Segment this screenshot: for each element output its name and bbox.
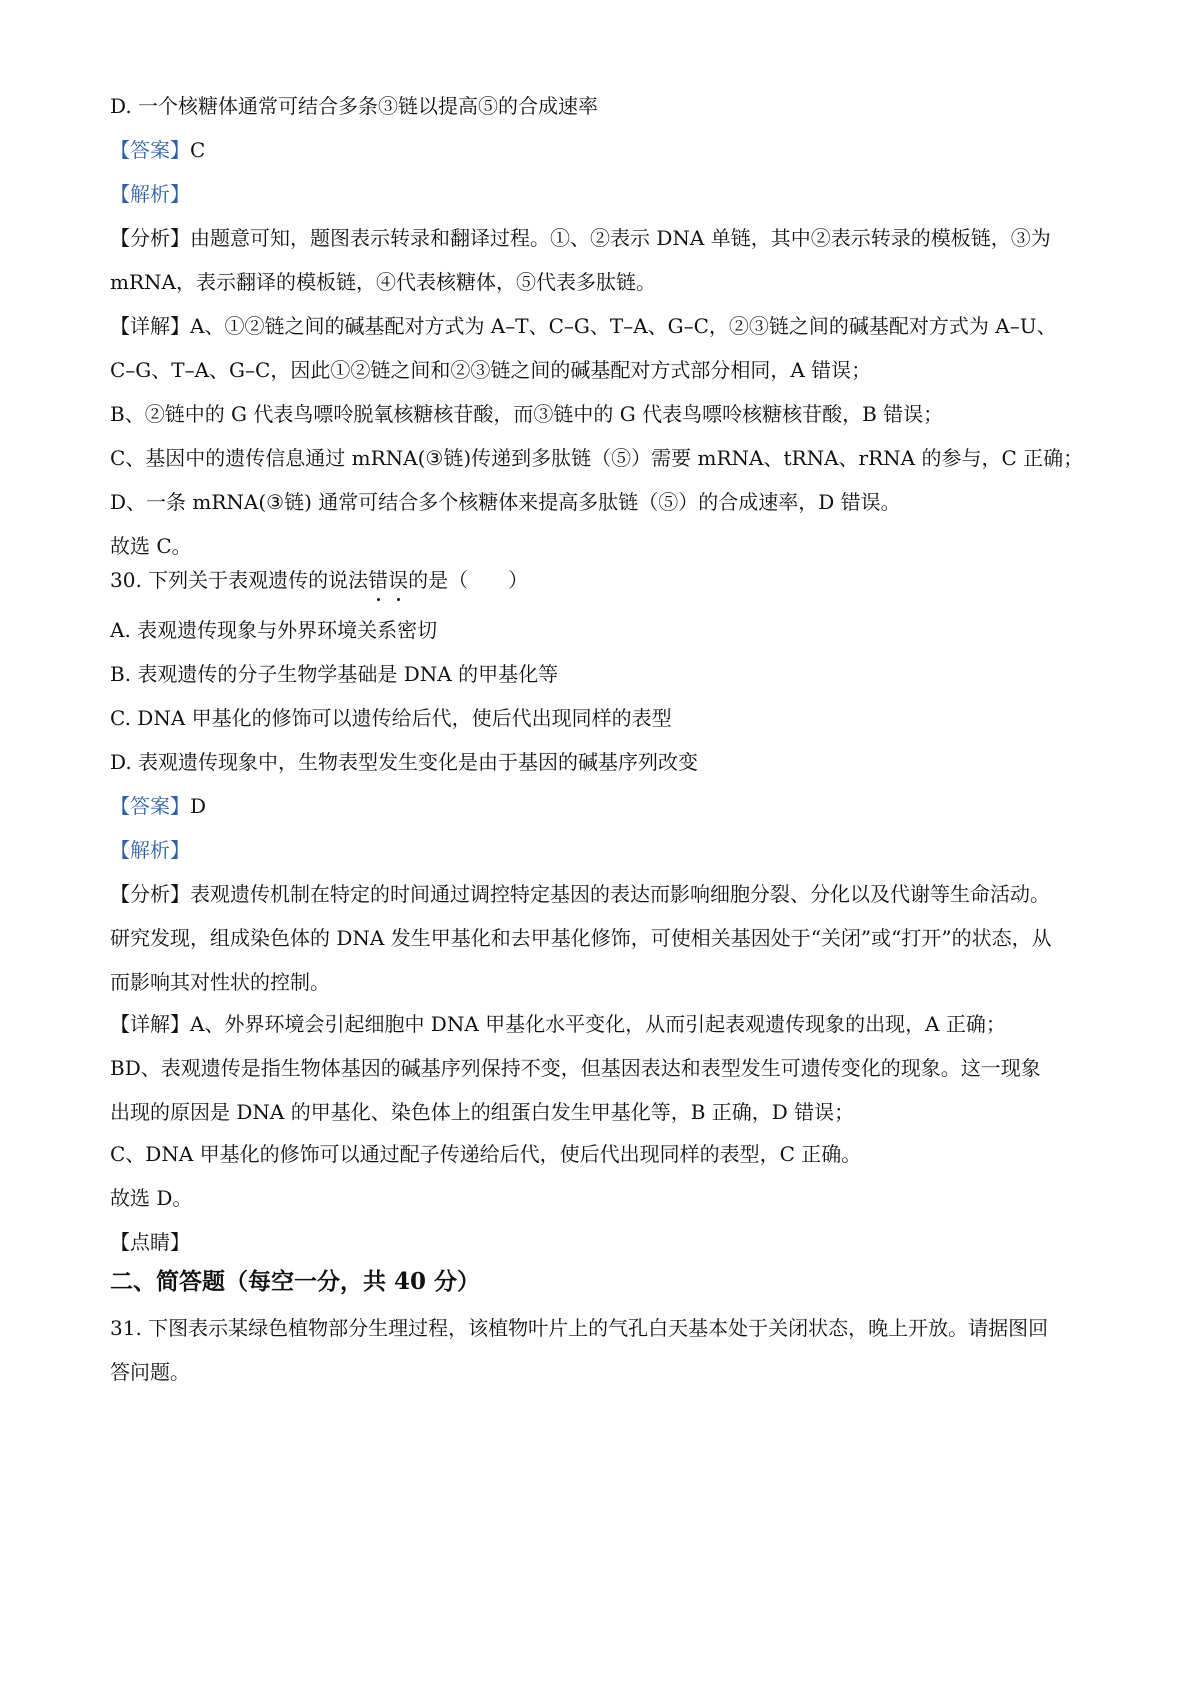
section-heading: 二、简答题（每空一分，共 40 分）	[110, 1268, 481, 1295]
q29-detail-line: 【详解】A、①②链之间的碱基配对方式为 A–T、C–G、T–A、G–C，②③链之间的碱基配对方式为 A–U、	[110, 314, 1057, 338]
q29-detail-line: D、一条 mRNA(③链) 通常可结合多个核糖体来提高多肽链（⑤）的合成速率，D 错误。	[110, 490, 901, 514]
q30-answer	[110, 792, 206, 820]
q30-stem	[110, 566, 528, 594]
q30-option-b: B. 表观遗传的分子生物学基础是 DNA 的甲基化等	[110, 662, 559, 686]
emphasis-char: 错	[368, 568, 389, 592]
q30-analysis-tag: 【解析】	[110, 838, 190, 862]
q30-option-a: A. 表观遗传现象与外界环境关系密切	[110, 618, 438, 642]
q29-detail-line: B、②链中的 G 代表鸟嘌呤脱氧核糖核苷酸，而③链中的 G 代表鸟嘌呤核糖核苷酸，B 错误；	[110, 402, 944, 426]
q29-conclusion: 故选 C。	[110, 534, 192, 558]
q30-option-c: C. DNA 甲基化的修饰可以遗传给后代，使后代出现同样的表型	[110, 706, 672, 730]
q30-analysis-line: 研究发现，组成染色体的 DNA 发生甲基化和去甲基化修饰，可使相关基因处于“关闭”或“打开”的状态，从	[110, 926, 1052, 950]
q30-detail-line: C、DNA 甲基化的修饰可以通过配子传递给后代，使后代出现同样的表型，C 正确。	[110, 1142, 862, 1166]
answer-tag: 【答案】	[110, 794, 190, 818]
q29-detail-line: C、基因中的遗传信息通过 mRNA(③链)传递到多肽链（⑤）需要 mRNA、tRNA、rRNA 的参与，C 正确；	[110, 446, 1084, 470]
q30-analysis-line: 【分析】表观遗传机制在特定的时间通过调控特定基因的表达而影响细胞分裂、分化以及代谢等生命活动。	[110, 882, 1050, 906]
q30-comment-tag: 【点睛】	[110, 1230, 190, 1254]
q30-analysis-line: 而影响其对性状的控制。	[110, 970, 330, 994]
emphasis-char: 误	[388, 568, 409, 592]
answer-value: C	[190, 138, 206, 162]
q30-conclusion: 故选 D。	[110, 1186, 193, 1210]
q30-stem-prefix: 30. 下列关于表观遗传的说法	[110, 568, 369, 592]
q29-analysis-line: 【分析】由题意可知，题图表示转录和翻译过程。①、②表示 DNA 单链，其中②表示转录的模板链，③为	[110, 226, 1051, 250]
answer-tag: 【答案】	[110, 138, 190, 162]
q30-stem-suffix: 的是（ ）	[408, 568, 529, 592]
q30-detail-line: 出现的原因是 DNA 的甲基化、染色体上的组蛋白发生甲基化等，B 正确，D 错误；	[110, 1100, 855, 1124]
q29-option-d: D. 一个核糖体通常可结合多条③链以提高⑤的合成速率	[110, 94, 599, 118]
q29-answer	[110, 136, 205, 164]
q29-detail-line: C–G、T–A、G–C，因此①②链之间和②③链之间的碱基配对方式部分相同，A 错误；	[110, 358, 872, 382]
q30-option-d: D. 表观遗传现象中，生物表型发生变化是由于基因的碱基序列改变	[110, 750, 699, 774]
q29-analysis-tag: 【解析】	[110, 182, 190, 206]
q31-stem-line: 31. 下图表示某绿色植物部分生理过程，该植物叶片上的气孔白天基本处于关闭状态，晚上开放。请据图回	[110, 1316, 1049, 1340]
q29-analysis-line: mRNA，表示翻译的模板链，④代表核糖体，⑤代表多肽链。	[110, 270, 656, 294]
q30-detail-line: 【详解】A、外界环境会引起细胞中 DNA 甲基化水平变化，从而引起表观遗传现象的出现，A 正确；	[110, 1012, 1006, 1036]
answer-value: D	[190, 794, 207, 818]
q30-detail-line: BD、表观遗传是指生物体基因的碱基序列保持不变，但基因表达和表型发生可遗传变化的现象。这一现象	[110, 1056, 1041, 1080]
q31-stem-line: 答问题。	[110, 1360, 190, 1384]
